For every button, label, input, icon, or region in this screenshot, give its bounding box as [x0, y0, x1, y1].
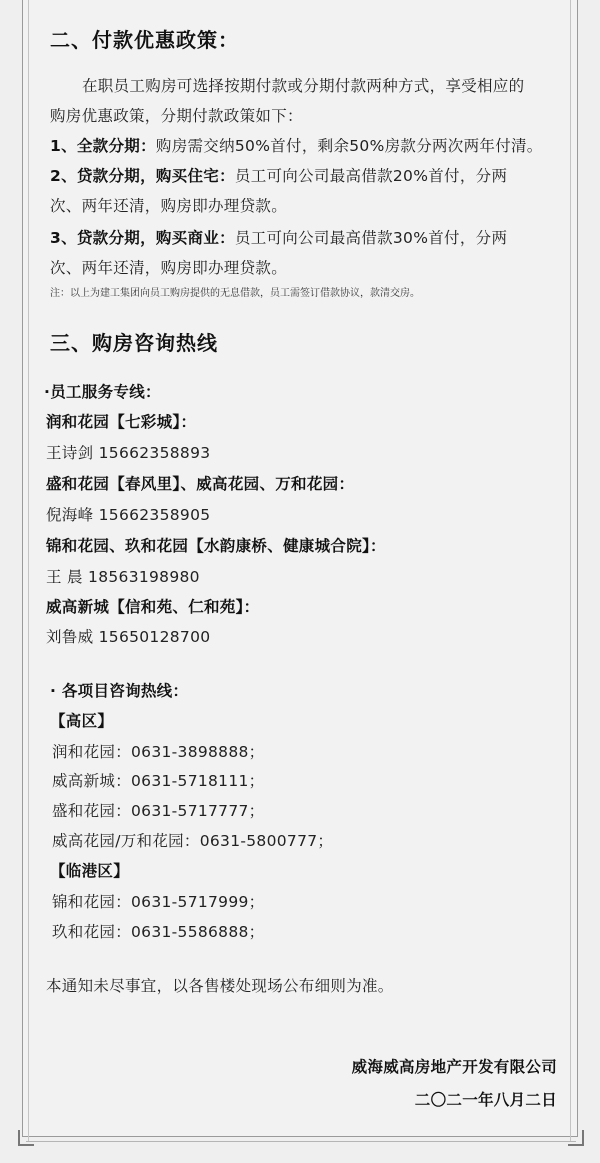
hotline-line: 润和花园：0631-3898888；: [52, 743, 265, 761]
policy-item-2-cont: 次、两年还清，购房即办理贷款。: [50, 197, 288, 215]
closing-note: 本通知未尽事宜，以各售楼处现场公布细则为准。: [46, 977, 394, 995]
staff-project: 盛和花园【春风里】、威高花园、万和花园：: [46, 475, 355, 493]
hotline-line: 威高花园/万和花园：0631-5800777；: [52, 832, 334, 850]
section3-title: 三、购房咨询热线: [50, 331, 218, 355]
policy-item-text: 员工可向公司最高借款20%首付，分两: [234, 167, 508, 185]
region-name: 【高区】: [50, 712, 114, 730]
policy-note: 注：以上为建工集团向员工购房提供的无息借款，员工需签订借款协议，款清交房。: [50, 288, 420, 299]
frame-corner-bottom-right: [568, 1130, 584, 1146]
policy-item-text: 购房需交纳50%首付，剩余50%房款分两次两年付清。: [155, 137, 543, 155]
frame-corner-bottom-left: [18, 1130, 34, 1146]
staff-project: 威高新城【信和苑、仁和苑】：: [46, 598, 260, 616]
staff-contact: 倪海峰 15662358905: [46, 506, 211, 524]
staff-contact: 王 晨 18563198980: [46, 568, 200, 586]
policy-item-3-cont: 次、两年还清，购房即办理贷款。: [50, 259, 288, 277]
hotline-line: 盛和花园：0631-5717777；: [52, 802, 265, 820]
frame-line-bottom: [26, 1141, 576, 1142]
policy-item-1: [50, 134, 543, 156]
frame-line-left: [28, 0, 29, 1141]
frame-line-right: [570, 0, 571, 1141]
section2-intro-line2: 购房优惠政策，分期付款政策如下：: [50, 107, 303, 125]
policy-item-label: 3、贷款分期，购买商业：: [50, 229, 235, 247]
staff-project: 润和花园【七彩城】：: [46, 413, 197, 431]
policy-item-2: [50, 164, 507, 186]
signature-company: 威海威高房地产开发有限公司: [351, 1058, 557, 1076]
section2-intro-line1: 在职员工购房可选择按期付款或分期付款两种方式，享受相应的: [82, 77, 525, 95]
region-name: 【临港区】: [50, 862, 130, 880]
staff-contact: 王诗剑 15662358893: [46, 444, 211, 462]
section2-title: 二、付款优惠政策：: [50, 28, 239, 52]
policy-item-3: [50, 226, 507, 248]
hotline-line: 锦和花园：0631-5717999；: [52, 893, 265, 911]
staff-project: 锦和花园、玖和花园【水韵康桥、健康城合院】：: [46, 537, 386, 555]
policy-item-label: 2、贷款分期，购买住宅：: [50, 167, 235, 185]
staff-contact: 刘鲁威 15650128700: [46, 628, 211, 646]
hotline-line: 威高新城：0631-5718111；: [52, 772, 265, 790]
signature-date: 二〇二一年八月二日: [414, 1091, 557, 1109]
policy-item-text: 员工可向公司最高借款30%首付，分两: [234, 229, 508, 247]
hotline-line: 玖和花园：0631-5586888；: [52, 923, 265, 941]
project-hotline-header: · 各项目咨询热线：: [50, 682, 189, 700]
staff-hotline-header: ·员工服务专线：: [44, 383, 161, 401]
policy-item-label: 1、全款分期：: [50, 137, 156, 155]
